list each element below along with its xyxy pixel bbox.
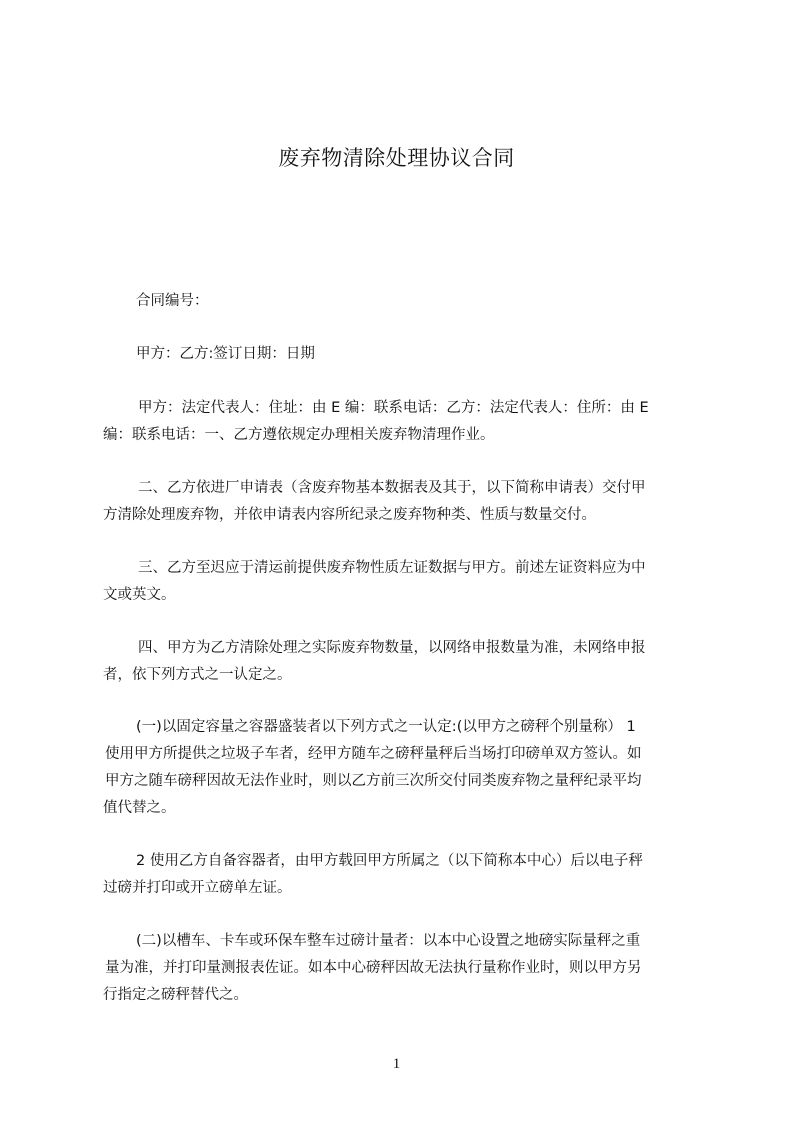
text-line: 文或英文。 — [103, 587, 176, 603]
text-line: 合同编号： — [136, 293, 209, 309]
page-number: 1 — [392, 1056, 401, 1072]
text-line: 编：联系电话：一、乙方遵依规定办理相关废弃物清理作业。 — [103, 427, 495, 443]
text-line: 二、乙方依进厂申请表（含废弃物基本数据表及其于，以下简称申请表）交付甲 — [138, 480, 646, 496]
paragraph-clause-4 — [103, 635, 700, 689]
paragraph-contract-number — [103, 288, 700, 315]
document-title: 废弃物清除处理协议合同 — [278, 146, 515, 170]
paragraph-party-info — [103, 395, 700, 449]
paragraph-clause-4-1-2 — [103, 848, 700, 902]
text-line: (二)以槽车、卡车或环保车整车过磅计量者：以本中心设置之地磅实际量秤之重 — [136, 933, 641, 949]
paragraph-clause-3 — [103, 555, 700, 609]
text-line: (一)以固定容量之容器盛装者以下列方式之一认定:(以甲方之磅秤个别量称） 1 — [136, 719, 636, 735]
paragraph-parties-date — [103, 341, 700, 368]
text-line: 行指定之磅秤替代之。 — [103, 987, 248, 1003]
paragraph-clause-4-2 — [103, 928, 700, 1009]
text-line: 量为准，并打印量测报表佐证。如本中心磅秤因故无法执行量称作业时，则以甲方另 — [105, 960, 642, 976]
text-line: 过磅并打印或开立磅单左证。 — [103, 880, 292, 896]
paragraph-clause-4-1 — [103, 714, 700, 822]
text-line: 三、乙方至迟应于清运前提供废弃物性质左证数据与甲方。前述左证资料应为中 — [138, 560, 646, 576]
text-line: 方清除处理废弃物，并依申请表内容所纪录之废弃物种类、性质与数量交付。 — [103, 507, 596, 523]
text-line: 者，依下列方式之一认定之。 — [103, 667, 292, 683]
paragraph-clause-2 — [103, 475, 700, 529]
text-line: 使用甲方所提供之垃圾子车者，经甲方随车之磅秤量秤后当场打印磅单双方签认。如 — [105, 746, 642, 762]
text-line: 值代替之。 — [103, 800, 176, 816]
text-line: 四、甲方为乙方清除处理之实际废弃物数量，以网络申报数量为准，未网络申报 — [138, 640, 646, 656]
text-line: 甲方：乙方:签订日期：日期 — [136, 346, 315, 362]
text-line: 2 使用乙方自备容器者，由甲方载回甲方所属之（以下简称本中心）后以电子秤 — [136, 853, 643, 869]
text-line: 甲方：法定代表人：住址：由 E 编：联系电话：乙方：法定代表人：住所：由 E — [138, 400, 649, 416]
text-line: 甲方之随车磅秤因故无法作业时，则以乙方前三次所交付同类废弃物之量秤纪录平均 — [105, 773, 642, 789]
